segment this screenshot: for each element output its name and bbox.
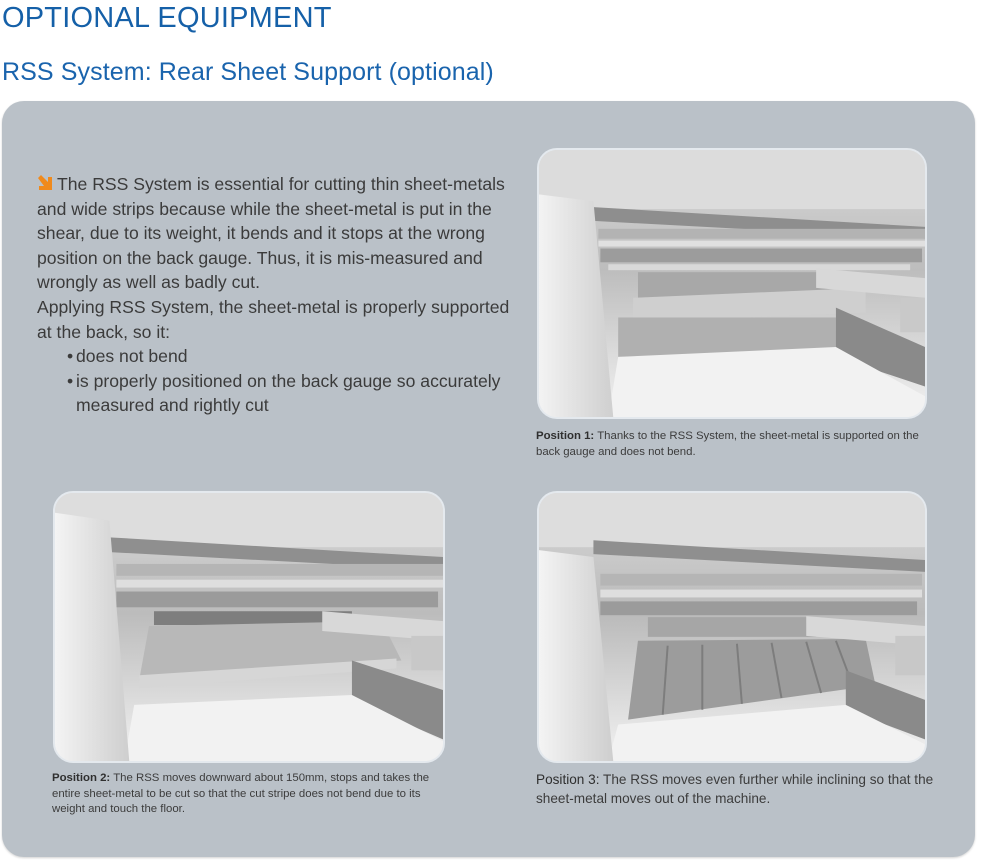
shear-machine-image [539, 150, 925, 417]
position-1-caption: Position 1: Thanks to the RSS System, the sheet-metal is supported on the back gauge and does not bend. [536, 430, 919, 458]
position-3-caption: Position 3: The RSS moves even further while inclining so that the sheet-metal moves out of the machine. [536, 772, 934, 806]
benefit-list [37, 344, 522, 418]
orange-arrow-down-right-icon [37, 175, 53, 191]
intro-paragraph-2: Applying RSS System, the sheet-metal is properly supported at the back, so it: [37, 296, 510, 342]
shear-machine-image [55, 493, 443, 761]
position-3-photo [537, 491, 927, 763]
benefit-item: • does not bend [67, 346, 188, 367]
shear-machine-image [539, 493, 925, 761]
position-2-photo [53, 491, 445, 763]
section-subtitle: RSS System: Rear Sheet Support (optional) [2, 58, 494, 86]
position-1-photo [537, 148, 927, 419]
intro-text-block [37, 172, 522, 418]
benefit-item: • is properly positioned on the back gauge so accurately measured and rightly cut [67, 370, 501, 416]
intro-paragraph-1: The RSS System is essential for cutting thin sheet-metals and wide strips because while the sheet-metal is put in the shear, due to its weight, it bends and it stops at the wrong position on the back gauge. Thus, it is mis-measured and wrongly as well as badly cut. [37, 174, 505, 293]
page-title: OPTIONAL EQUIPMENT [2, 2, 332, 34]
position-2-caption: Position 2: The RSS moves downward about 150mm, stops and takes the entire sheet-metal to be cut so that the cut stripe does not bend due to its weight and touch the floor. [52, 772, 430, 815]
